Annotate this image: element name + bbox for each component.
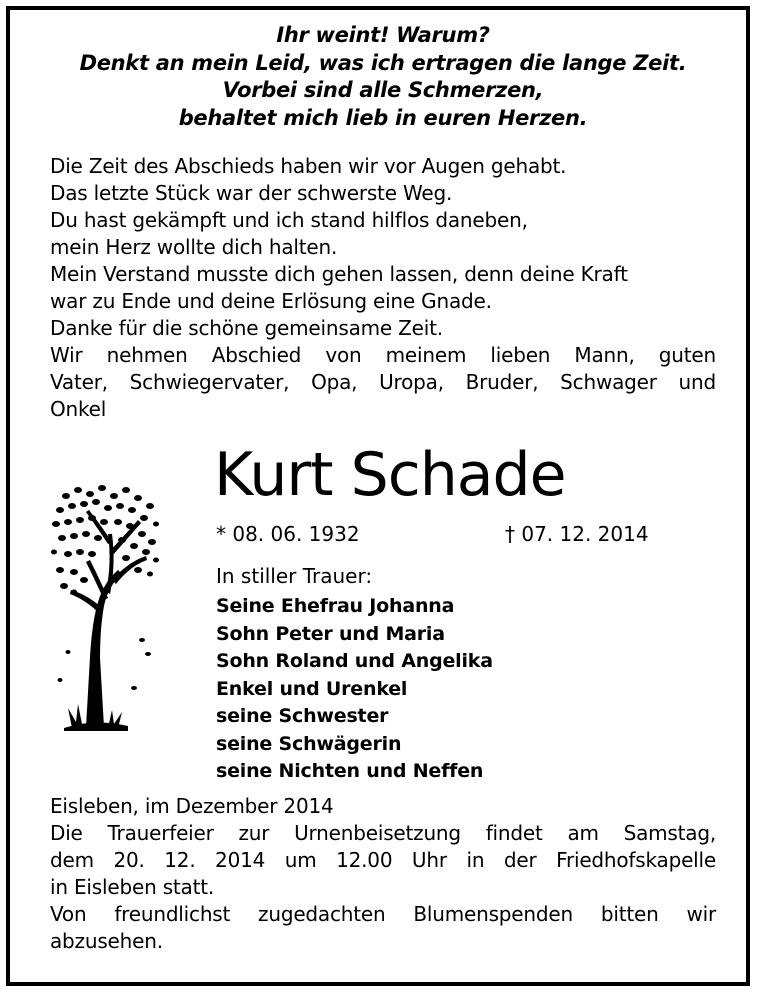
footer-line: abzusehen. [50, 929, 163, 953]
poem-line: Ihr weint! Warum? [276, 23, 490, 47]
poem-line: Vorbei sind alle Schmerzen, [222, 78, 544, 102]
intro-line: Mein Verstand musste dich gehen lassen, denn deine Kraft [50, 262, 628, 286]
mourner-item: seine Nichten und Neffen [216, 760, 484, 782]
intro-line: Das letzte Stück war der schwerste Weg. [50, 181, 453, 205]
footer-line: dem 20. 12. 2014 um 12.00 Uhr in der Friedhofskapelle [50, 848, 716, 872]
mourner-item: Sohn Peter und Maria [216, 622, 445, 645]
poem-line: behaltet mich lieb in euren Herzen. [178, 105, 588, 130]
mourners-list [216, 593, 493, 786]
intro-line: Danke für die schöne gemeinsame Zeit. [50, 316, 443, 340]
mourner-item: seine Schwägerin [216, 732, 402, 755]
tree-silhouette-icon [46, 482, 166, 732]
mourner-item: Enkel und Urenkel [216, 677, 408, 700]
intro-text [50, 153, 716, 423]
intro-line: Onkel [50, 397, 107, 421]
death-date: † 07. 12. 2014 [505, 522, 649, 546]
poem-line: Denkt an mein Leid, was ich ertragen die lange Zeit. [79, 50, 687, 75]
intro-line: Die Zeit des Abschieds haben wir vor Augen gehabt. [50, 154, 567, 178]
birth-date: * 08. 06. 1932 [216, 522, 360, 546]
mourner-item: Seine Ehefrau Johanna [216, 595, 455, 617]
footer-line: Die Trauerfeier zur Urnenbeisetzung findet am Samstag, [50, 821, 716, 845]
intro-line: Du hast gekämpft und ich stand hilflos daneben, [50, 208, 528, 232]
deceased-name: Kurt Schade [214, 440, 566, 510]
footer-text [50, 793, 716, 955]
mourner-item: seine Schwester [216, 705, 389, 727]
intro-line: Wir nehmen Abschied von meinem lieben Mann, guten [50, 343, 716, 367]
intro-line: war zu Ende und deine Erlösung eine Gnade. [50, 289, 492, 313]
footer-line: Eisleben, im Dezember 2014 [50, 794, 334, 818]
mourner-item: Sohn Roland und Angelika [216, 650, 493, 672]
intro-line: Vater, Schwiegervater, Opa, Uropa, Bruder, Schwager und [50, 370, 716, 394]
mourning-heading: In stiller Trauer: [216, 564, 373, 588]
intro-line: mein Herz wollte dich halten. [50, 235, 338, 259]
footer-line: in Eisleben statt. [50, 875, 215, 899]
poem [0, 22, 766, 132]
footer-line: Von freundlichst zugedachten Blumenspenden bitten wir [50, 902, 716, 926]
